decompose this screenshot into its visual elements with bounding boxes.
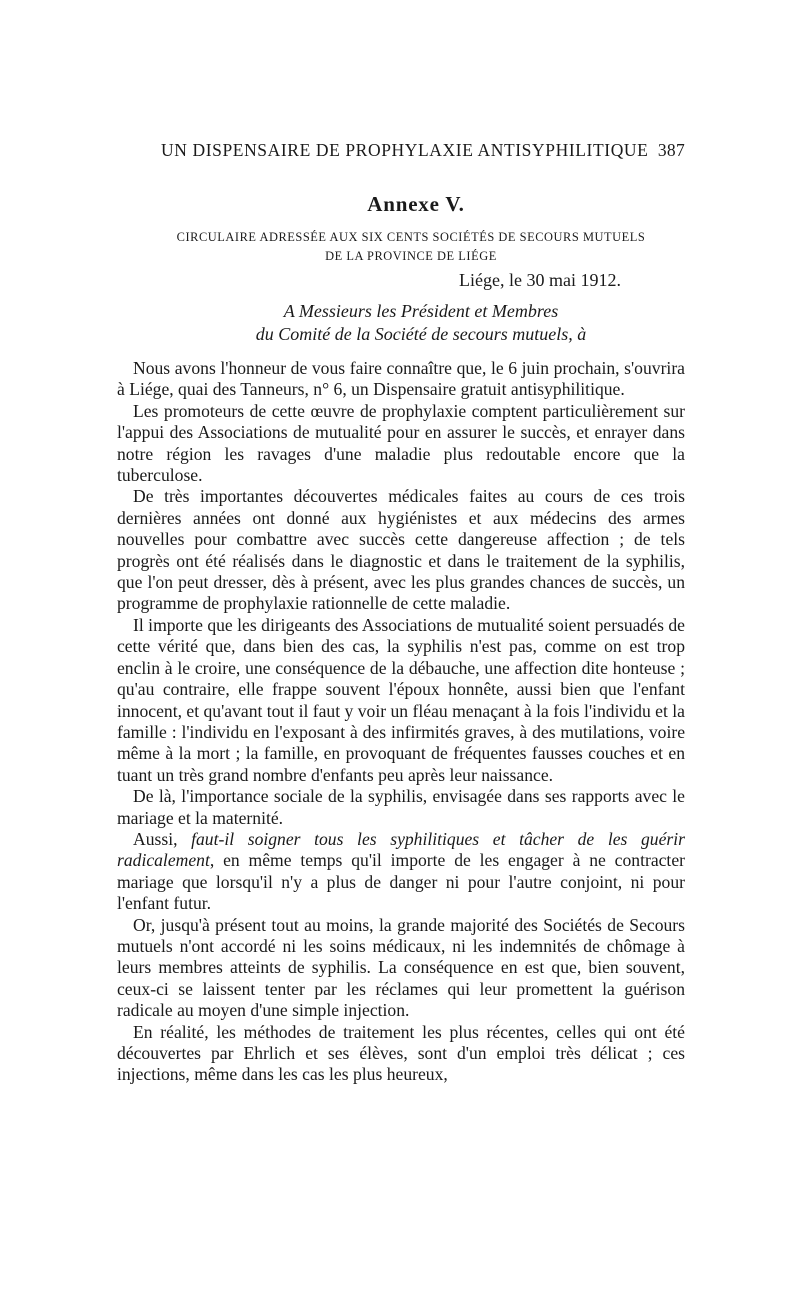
- circular-title-line-2: DE LA PROVINCE DE LIÉGE: [325, 249, 497, 263]
- paragraph: Les promoteurs de cette œuvre de prophylaxie comptent particulièrement sur l'appui des Associations de mutualité pour en assurer le succès, et enrayer dans notre région les ravages d'une maladie plus redoutable encore que la tuberculose.: [117, 400, 685, 486]
- circular-title: [117, 228, 685, 266]
- annex-title: Annexe V.: [367, 192, 465, 216]
- address-line-1: A Messieurs les Président et Membres: [283, 301, 559, 321]
- paragraph: De là, l'importance sociale de la syphilis, envisagée dans ses rapports avec le mariage et la maternité.: [117, 786, 685, 828]
- paragraph: En réalité, les méthodes de traitement les plus récentes, celles qui ont été découvertes par Ehrlich et ses élèves, sont d'un emploi très délicat ; ces injections, même dans les cas les plus heureux,: [117, 1021, 685, 1085]
- paragraph: Il importe que les dirigeants des Associations de mutualité soient persuadés de cette vérité que, dans bien des cas, la syphilis n'est pas, comme on est trop enclin à le croire, une conséquence de la débauche, une affection dite honteuse ; qu'au contraire, elle frappe souvent l'époux honnête, aussi bien que l'enfant innocent, et qu'avant tout il faut y voir un fléau menaçant à la fois l'individu et la famille : l'individu en l'exposant à des infirmités graves, à des mutilations, voire même à la mort ; la famille, en provoquant de fréquentes fausses couches et en tuant un très grand nombre d'enfants peu après leur naissance.: [117, 614, 685, 785]
- address-block: [117, 300, 685, 346]
- paragraph-aussi: [117, 829, 685, 915]
- paragraph: De très importantes découvertes médicales faites au cours de ces trois dernières années ont donné aux hygiénistes et aux médecins des armes nouvelles pour combattre avec succès cette dangereuse affection ; de tels progrès ont été réalisés dans le diagnostic et dans le traitement de la syphilis, que l'on peut dresser, dès à présent, avec les plus grandes chances de succès, un programme de prophylaxie rationnelle de cette maladie.: [117, 486, 685, 614]
- body-text: [117, 358, 685, 1086]
- page-number: 387: [657, 140, 685, 160]
- paragraph-aussi-tail: , en même temps qu'il importe de les engager à ne contracter mariage que lorsqu'il n'y a plus de danger ni pour l'autre conjoint, ni pour l'enfant futur.: [117, 850, 685, 914]
- paragraph-aussi-lead: Aussi,: [133, 828, 192, 849]
- address-line-2: du Comité de la Société de secours mutuels, à: [255, 324, 587, 344]
- running-head: [117, 140, 685, 170]
- paragraph: Or, jusqu'à présent tout au moins, la grande majorité des Sociétés de Secours mutuels n'ont accordé ni les soins médicaux, ni les indemnités de chômage à leurs membres atteints de syphilis. La conséquence en est que, bien souvent, ceux-ci se laissent tenter par les réclames qui leur promettent la guérison radicale au moyen d'une simple injection.: [117, 914, 685, 1021]
- date-line: Liége, le 30 mai 1912.: [459, 270, 621, 290]
- book-page: [117, 140, 685, 1086]
- running-title: UN DISPENSAIRE DE PROPHYLAXIE ANTISYPHILITIQUE: [161, 140, 649, 160]
- paragraph-aussi-italic: faut-il soigner tous les syphilitiques et tâcher de les guérir radicalement: [117, 828, 685, 871]
- circular-title-line-1: CIRCULAIRE ADRESSÉE AUX SIX CENTS SOCIÉTÉS DE SECOURS MUTUELS: [176, 230, 646, 244]
- paragraph: Nous avons l'honneur de vous faire connaître que, le 6 juin prochain, s'ouvrira à Liége, quai des Tanneurs, n° 6, un Dispensaire gratuit antisyphilitique.: [117, 358, 685, 400]
